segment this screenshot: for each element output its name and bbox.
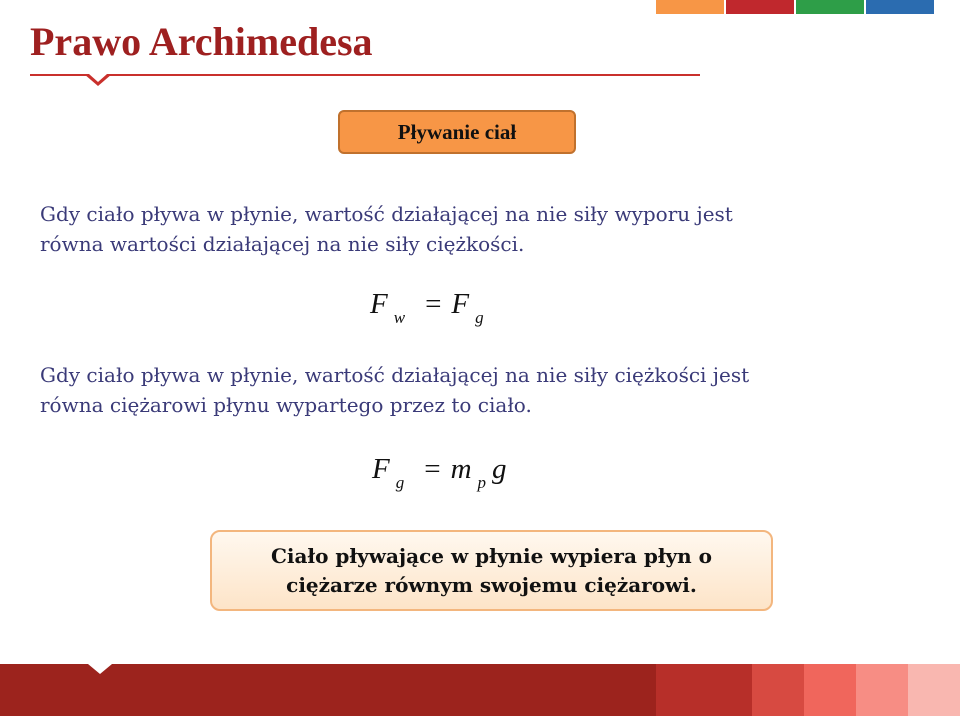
eq1-operator: = <box>425 288 442 320</box>
topic-tag-label: Pływanie ciał <box>397 119 517 144</box>
callout-line-2: ciężarze równym swojemu ciężarowi. <box>286 572 697 597</box>
strip-green <box>796 0 864 14</box>
conclusion-callout <box>210 530 773 611</box>
equation-fw-equals-fg <box>370 288 484 327</box>
bottom-band-notch <box>88 664 112 674</box>
paragraph-weight <box>40 360 930 420</box>
eq1-lhs-sub: w <box>393 308 406 327</box>
eq2-mass: m <box>450 453 472 485</box>
paragraph-2-line-2: równa ciężarowi płynu wypartego przez to ciało. <box>40 393 532 417</box>
band-segment-5 <box>856 664 908 716</box>
band-segment-4 <box>804 664 856 716</box>
callout-line-1: Ciało pływające w płynie wypiera płyn o <box>270 543 713 568</box>
top-color-strip <box>656 0 934 14</box>
eq1-rhs: F <box>451 288 470 320</box>
strip-red <box>726 0 794 14</box>
equation-fg-equals-mpg <box>372 453 507 492</box>
strip-blue <box>866 0 934 14</box>
paragraph-2-line-1: Gdy ciało pływa w płynie, wartość działającej na nie siły ciężkości jest <box>40 363 750 387</box>
eq1-rhs-sub: g <box>475 308 484 327</box>
paragraph-buoyancy <box>40 199 930 259</box>
slide-title: Prawo Archimedesa <box>30 19 373 64</box>
band-segment-2 <box>656 664 752 716</box>
eq2-mass-sub: p <box>477 473 487 492</box>
paragraph-1-line-2: równa wartości działającej na nie siły ciężkości. <box>40 232 525 256</box>
bottom-color-band <box>0 664 960 716</box>
strip-orange <box>656 0 724 14</box>
eq2-gravity: g <box>492 453 507 485</box>
title-underline-notch <box>84 74 112 86</box>
title-underline <box>30 74 700 76</box>
band-segment-3 <box>752 664 804 716</box>
eq2-lhs-sub: g <box>395 473 405 492</box>
band-segment-6 <box>908 664 960 716</box>
paragraph-1-line-1: Gdy ciało pływa w płynie, wartość działającej na nie siły wyporu jest <box>40 202 733 226</box>
eq2-operator: = <box>424 453 441 485</box>
topic-tag <box>338 110 576 154</box>
eq2-lhs: F <box>372 453 390 485</box>
eq1-lhs: F <box>370 288 388 320</box>
